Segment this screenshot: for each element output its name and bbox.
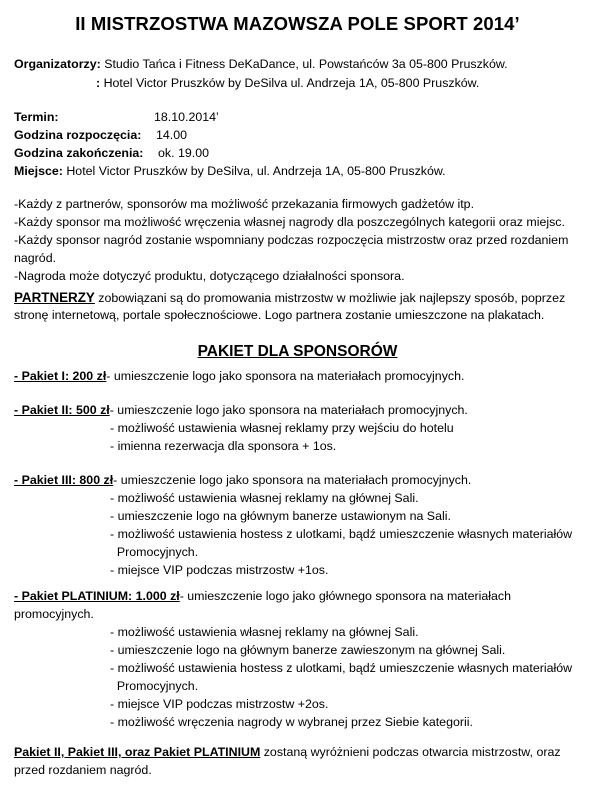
partners-label: PARTNERZY	[14, 290, 95, 305]
footer-text-1: zostaną wyróżnieni podczas otwarcia mistrzostw, oraz	[260, 745, 561, 759]
end-time-label: Godzina zakończenia:	[14, 146, 144, 160]
package-3-item: - możliwość ustawienia własnej reklamy na głównej Sali.	[110, 491, 419, 505]
package-3-label: - Pakiet III: 800 zł	[14, 473, 114, 487]
package-2-item: - imienna rezerwacja dla sponsora + 1os.	[110, 439, 337, 453]
package-4-item: - możliwość ustawienia własnej reklamy na głównej Sali.	[110, 625, 419, 639]
package-4-item: - miejsce VIP podczas mistrzostw +2os.	[110, 697, 329, 711]
package-1-text: - umieszczenie logo jako sponsora na materiałach promocyjnych.	[106, 369, 465, 383]
package-4-label: - Pakiet PLATINIUM: 1.000 zł	[14, 589, 180, 603]
package-4-item: - umieszczenie logo na głównym banerze zawieszonym na głównej Sali.	[110, 643, 506, 657]
package-3-item: - możliwość ustawienia hostess z ulotkami, bądź umieszczenie własnych materiałów	[110, 527, 573, 541]
package-2-item: - możliwość ustawienia własnej reklamy przy wejściu do hotelu	[110, 421, 454, 435]
organizers-line-1	[14, 56, 508, 74]
termin-label: Termin:	[14, 110, 59, 124]
package-3-text: - umieszczenie logo jako sponsora na materiałach promocyjnych.	[113, 473, 472, 487]
package-4-text: - umieszczenie logo jako głównego sponsora na materiałach	[179, 589, 512, 603]
organizers-value-1: Studio Tańca i Fitness DeKaDance, ul. Powstańców 3a 05-800 Pruszków.	[100, 57, 508, 71]
package-4-text-cont: promocyjnych.	[14, 607, 94, 621]
organizers-colon: :	[96, 76, 104, 90]
rule-line: -Każdy z partnerów, sponsorów ma możliwość przekazania firmowych gadżetów itp.	[14, 197, 475, 211]
package-3-line	[14, 472, 471, 490]
package-4-item: Promocyjnych.	[110, 679, 199, 693]
organizers-label: Organizatorzy:	[14, 57, 101, 71]
package-2-label: - Pakiet II: 500 zł	[14, 403, 110, 417]
footer-line-2: przed rozdaniem nagród.	[14, 763, 152, 777]
organizers-value-2: Hotel Victor Pruszków by DeSilva ul. Andrzeja 1A, 05-800 Pruszków.	[103, 76, 480, 90]
package-1-label: - Pakiet I: 200 zł	[14, 369, 107, 383]
start-time-value: 14.00	[156, 128, 188, 142]
place-label: Miejsce:	[14, 164, 63, 178]
rule-line: -Każdy sponsor ma możliwość wręczenia własnej nagrody dla poszczególnych kategorii oraz miejsc.	[14, 215, 565, 229]
footer-label: Pakiet II, Pakiet III, oraz Pakiet PLATINIUM	[14, 745, 261, 759]
package-1-line	[14, 368, 464, 386]
package-3-item: - umieszczenie logo na głównym banerze ustawionym na Sali.	[110, 509, 451, 523]
package-3-item: Promocyjnych.	[110, 545, 199, 559]
rule-line: nagród.	[14, 251, 57, 265]
package-4-line	[14, 588, 511, 606]
package-2-line	[14, 402, 468, 420]
place-value: Hotel Victor Pruszków by DeSilva, ul. Andrzeja 1A, 05-800 Pruszków.	[62, 164, 446, 178]
termin-value: 18.10.2014’	[154, 110, 219, 124]
rule-line: -Nagroda może dotyczyć produktu, dotyczącego działalności sponsora.	[14, 269, 405, 283]
package-4-item: - możliwość wręczenia nagrody w wybranej przez Siebie kategorii.	[110, 715, 473, 729]
footer-line-1	[14, 744, 561, 762]
place-line	[14, 163, 446, 181]
document-title: II MISTRZOSTWA MAZOWSZA POLE SPORT 2014’	[75, 13, 520, 34]
partners-line-1	[14, 289, 565, 308]
partners-line-2: stronę internetową, portale społecznościowe. Logo partnera zostanie umieszczone na plakatach.	[14, 308, 545, 322]
package-3-item: - miejsce VIP podczas mistrzostw +1os.	[110, 563, 329, 577]
partners-text-1: zobowiązani są do promowania mistrzostw w możliwie jak najlepszy sposób, poprzez	[94, 291, 566, 305]
rule-line: -Każdy sponsor nagród zostanie wspomniany podczas rozpoczęcia mistrzostw oraz przed rozdaniem	[14, 233, 569, 247]
package-4-item: - możliwość ustawienia hostess z ulotkami, bądź umieszczenie własnych materiałów	[110, 661, 573, 675]
start-time-label: Godzina rozpoczęcia:	[14, 128, 142, 142]
end-time-value: ok. 19.00	[158, 146, 209, 160]
organizers-line-2	[96, 75, 479, 93]
section-title: PAKIET DLA SPONSORÓW	[197, 343, 398, 360]
package-2-text: - umieszczenie logo jako sponsora na materiałach promocyjnych.	[109, 403, 468, 417]
